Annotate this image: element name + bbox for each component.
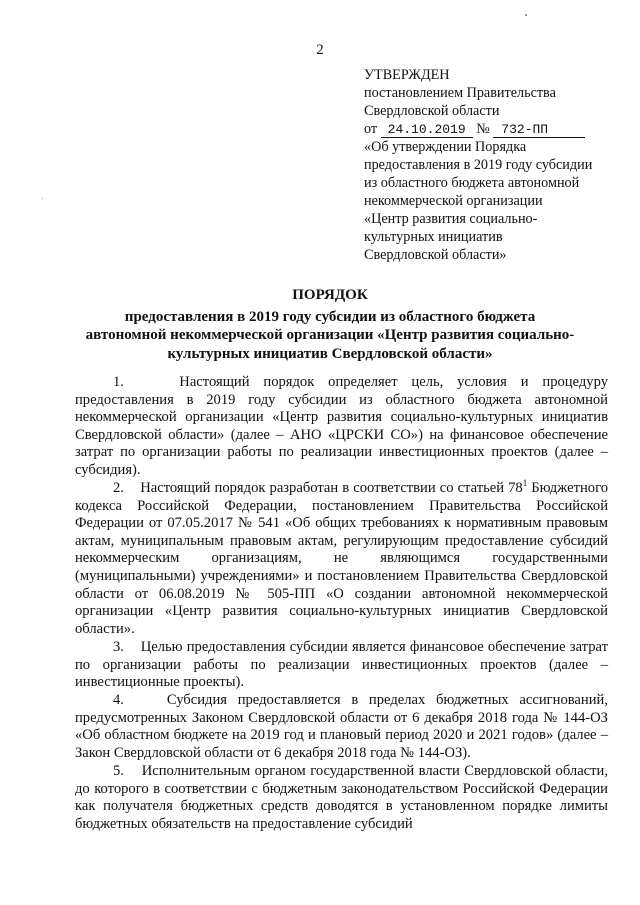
title-line: культурных инициатив Свердловской области» [167, 345, 493, 362]
approval-heading: УТВЕРЖДЕН [364, 67, 450, 83]
approval-stamp [364, 66, 614, 264]
approval-subject-line: предоставления в 2019 году субсидии [364, 157, 593, 173]
approval-subject-line: «Об утверждении Порядка [364, 139, 527, 155]
title-line: предоставления в 2019 году субсидии из областного бюджета [124, 308, 536, 325]
document-title [70, 286, 590, 363]
title-main: ПОРЯДОК [292, 287, 368, 303]
approval-subject-line: «Центр развития социально- [364, 211, 538, 227]
document-body [75, 374, 608, 834]
page-number: 2 [316, 42, 324, 58]
approval-line: Свердловской области [364, 103, 500, 119]
approval-subject-line: Свердловской области» [364, 247, 507, 263]
scan-speck [525, 14, 527, 16]
paragraph-2-rest: Бюджетного кодекса Российской Федерации, постановлением Правительства Российской Федерации от 07.05.2017 № 541 «Об общих требованиях к нормативным правовым актам, муниципальным правовым актам, регулирующим предоставление субсидий некоммерческим организациям, не являющимся государственными (муниципальными) учреждениями» и постановлением Правительства Свердловской области от 06.08.2019 № 505-ПП «О создании автономной некоммерческой организации «Центр развития социально-культурных инициатив Свердловской области». [75, 480, 609, 637]
approval-date: 24.10.2019 [381, 123, 473, 138]
article-superscript: 1 [522, 478, 528, 489]
paragraph-4: 4. Субсидия предоставляется в пределах бюджетных ассигнований, предусмотренных Законом Свердловской области от 6 декабря 2018 года № 144-ОЗ «Об областном бюджете на 2019 год и плановый период 2020 и 2021 годов» (далее – Закон Свердловской области от 6 декабря 2018 года № 144-ОЗ). [75, 692, 608, 761]
paragraph-1: 1. Настоящий порядок определяет цель, условия и процедуру предоставления в 2019 году субсидии из областного бюджета автономной некоммерческой организации «Центр развития социально-культурных инициатив Свердловской области» (далее – АНО «ЦРСКИ СО») на финансовое обеспечение затрат по организации работы по реализации инвестиционных проектов (далее – субсидия). [75, 374, 608, 478]
approval-subject-line: культурных инициатив [364, 229, 503, 245]
approval-subject-line: из областного бюджета автономной [364, 175, 580, 191]
number-prefix: № [476, 121, 490, 137]
approval-line: постановлением Правительства [364, 85, 556, 101]
date-prefix: от [364, 121, 378, 137]
paragraph-2-start: 2. Настоящий порядок разработан в соответствии со статьей 78 [113, 480, 523, 497]
approval-subject-line: некоммерческой организации [364, 193, 543, 209]
scan-speck [42, 198, 43, 199]
paragraph-2 [75, 480, 608, 638]
approval-number: 732-ПП [493, 123, 585, 138]
paragraph-3: 3. Целью предоставления субсидии является финансовое обеспечение затрат по организации работы по реализации инвестиционных проектов (далее – инвестиционные проекты). [75, 638, 608, 691]
approval-date-line [364, 120, 614, 138]
paragraph-5: 5. Исполнительным органом государственной власти Свердловской области, до которого в соответствии с бюджетным законодательством Российской Федерации как получателя бюджетных средств доводятся в установленном порядке лимиты бюджетных обязательств на предоставление субсидий [75, 763, 608, 832]
title-line: автономной некоммерческой организации «Центр развития социально- [85, 327, 575, 343]
